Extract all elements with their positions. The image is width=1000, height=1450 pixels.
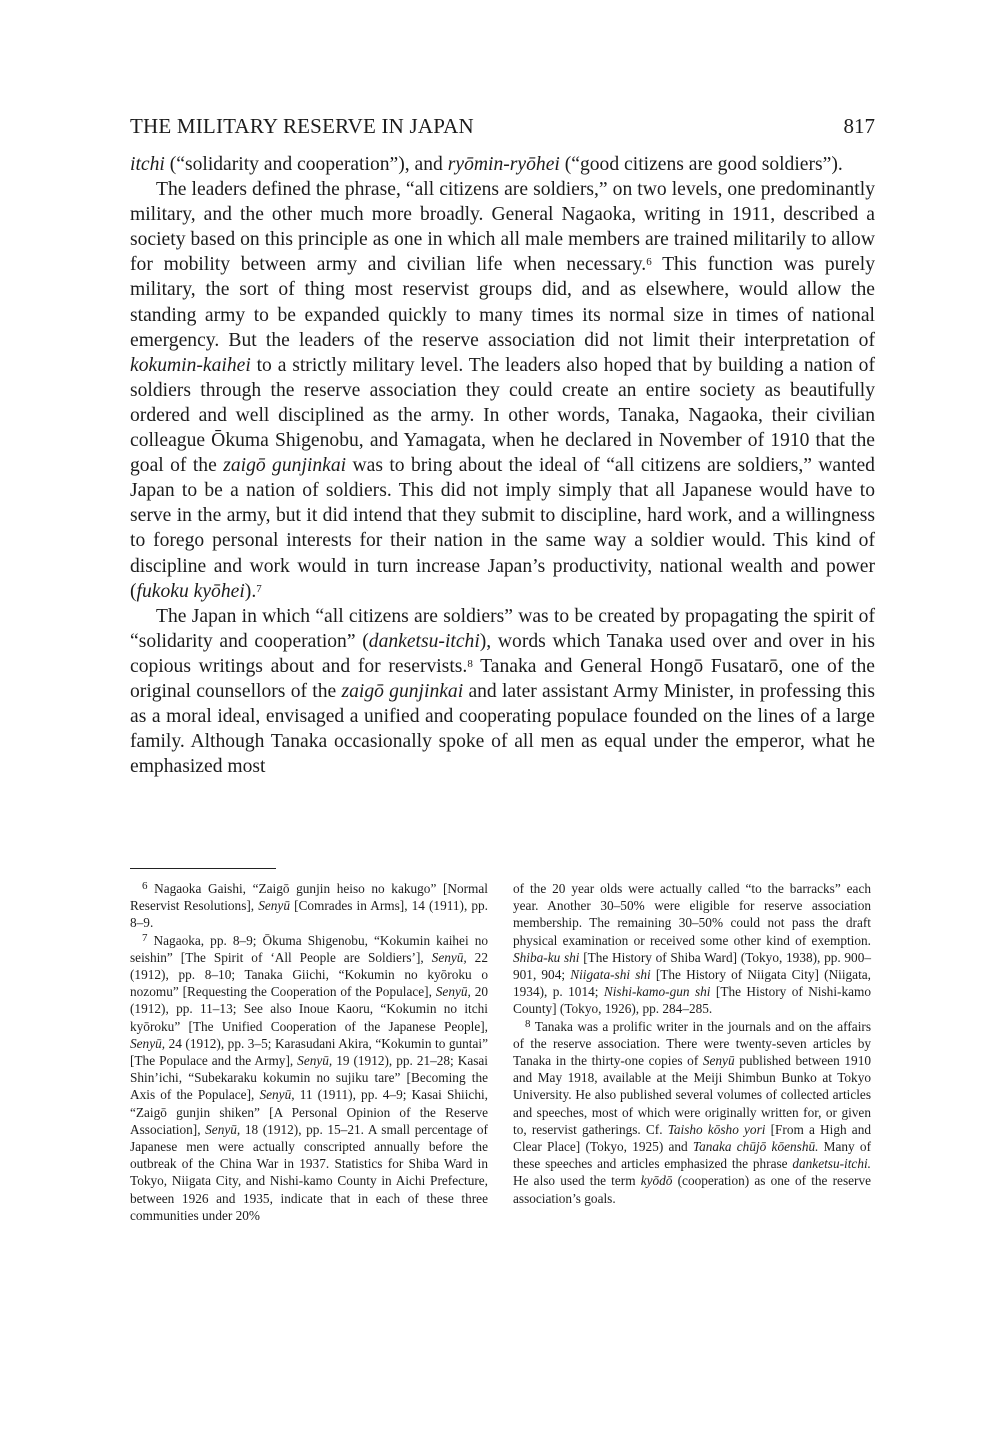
text-run: ). [244, 580, 257, 602]
italic-term: Taisho kōsho yori [667, 1121, 766, 1137]
footnote-marker: 6 [142, 880, 148, 892]
italic-term: Senyū [702, 1053, 735, 1069]
text-run: [From a High and Clear Place] (Tokyo, 1925) and [513, 1121, 872, 1155]
italic-term: kyōdō [640, 1173, 673, 1189]
text-run: ), words which Tanaka used over and over in his copious writings about and for reservists. [130, 630, 875, 677]
italic-term: danketsu-itchi [368, 630, 480, 652]
text-run: 22 (1912), pp. 8–10; Tanaka Giichi, “Kokumin no kyōroku o nozomu” [Requesting the Cooperation of the Populace], [130, 949, 488, 1000]
italic-term: itchi [130, 154, 165, 175]
footnote-marker: 8 [467, 657, 473, 670]
italic-term: fukoku kyōhei [136, 580, 245, 602]
italic-term: Senyū, [259, 1087, 295, 1103]
italic-term: zaigō gunjinkai [341, 680, 464, 702]
italic-term: Senyū, [431, 949, 467, 965]
footnote-7-continued [513, 880, 871, 1018]
italic-term: danketsu-itchi. [792, 1156, 871, 1172]
text-run: published between 1910 and May 1918, available at the Meiji Shimbun Bunko at Tokyo University. He also published several volumes of collected articles and speeches, most of which were originally written for, or given to, reservist gatherings. Cf. [513, 1053, 871, 1137]
page-header [130, 114, 875, 146]
footnote-6 [130, 880, 488, 932]
footnote-separator [130, 868, 276, 869]
footnote-marker: 8 [525, 1017, 531, 1030]
italic-term: Niigata-shi shi [570, 967, 651, 983]
footnotes-left-column [130, 880, 488, 1224]
paragraph-1 [130, 152, 875, 177]
page-number: 817 [843, 114, 875, 138]
text-run: The leaders defined the phrase, “all citizens are soldiers,” on two levels, one predominantly military, and the other much more broadly. General Nagaoka, writing in 1911, described a society based on this principle as one in which all male members are trained militarily to allow for mobility between army and civilian life when necessary. [130, 179, 875, 276]
running-title: THE MILITARY RESERVE IN JAPAN [130, 114, 474, 138]
text-run: (“good citizens are good soldiers”). [559, 154, 843, 175]
main-text [130, 152, 875, 779]
footnote-7 [130, 932, 488, 1224]
text-run: [The History of Nishi-kamo County] (Tokyo, 1926), pp. 284–285. [513, 984, 871, 1017]
text-run: of the 20 year olds were actually called “to the barracks” each year. Another 30–50% were eligible for reserve association membership. The remaining 30–50% could not pass the draft physical examination or received some other kind of exemption. [513, 881, 871, 948]
text-run: Tanaka was a prolific writer in the journals and on the affairs of the reserve association. There were twenty-seven articles by Tanaka in the thirty-one copies of [513, 1018, 871, 1069]
text-run: 19 (1912), pp. 21–28; Kasai Shin’ichi, “Subekaraku kokumin no sujiku tare” [Becoming the Axis of the Populace], [130, 1053, 488, 1103]
italic-term: ryōmin-ryōhei [447, 154, 560, 175]
italic-term: Senyū, [435, 984, 471, 1000]
text-run: [Comrades in Arms], 14 (1911), pp. 8–9. [130, 898, 488, 931]
text-run: 20 (1912), pp. 11–13; See also Inoue Kaoru, “Kokumin no itchi kyōroku” [The Unified Cooperation of the Japanese People], [130, 984, 488, 1034]
italic-term: Nishi-kamo-gun shi [603, 984, 711, 1000]
italic-term: Senyū [258, 898, 290, 914]
text-run: Nagaoka Gaishi, “Zaigō gunjin heiso no kakugo” [Normal Reservist Resolutions], [130, 881, 488, 914]
footnotes-right-column [513, 880, 871, 1207]
text-run: The Japan in which “all citizens are soldiers” was to be created by propagating the spirit of “solidarity and cooperation” ( [130, 605, 875, 652]
text-run: [The History of Shiba Ward] (Tokyo, 1938), pp. 900–901, 904; [513, 949, 871, 983]
text-run: [The History of Niigata City] (Niigata, 1934), p. 1014; [513, 967, 872, 1000]
footnote-marker: 7 [142, 931, 148, 944]
text-run: (cooperation) as one of the reserve association’s goals. [513, 1173, 872, 1206]
text-run: 24 (1912), pp. 3–5; Karasudani Akira, “Kokumin to guntai” [The Populace and the Army], [130, 1035, 488, 1069]
text-run: to a strictly military level. The leaders also hoped that by building a nation of soldiers through the reserve association they could create an entire society as beautifully ordered and well disciplined as the army. In other words, Tanaka, Nagaoka, their civilian colleague Ōkuma Shigenobu, and Yamagata, when he declared in November of 1910 that the goal of the [130, 354, 875, 477]
footnote-8 [513, 1018, 871, 1207]
footnote-marker: 7 [256, 582, 262, 595]
text-run: Nagaoka, pp. 8–9; Ōkuma Shigenobu, “Kokumin kaihei no seishin” [The Spirit of ‘All People are Soldiers’], [130, 932, 488, 965]
italic-term: kokumin-kaihei [130, 354, 251, 376]
italic-term: Tanaka chūjō kōenshū. [692, 1139, 819, 1155]
text-run: This function was purely military, the sort of thing most reservist groups did, and as elsewhere, would allow the standing army to be expanded quickly to many times its normal size in times of national emergency. But the leaders of the reserve association did not limit their interpretation of [130, 254, 875, 351]
text-run: (“solidarity and cooperation”), and [164, 154, 448, 175]
italic-term: Senyū, [205, 1121, 241, 1137]
text-run: Many of these speeches and articles emphasized the phrase [513, 1139, 871, 1172]
text-run: 18 (1912), pp. 15–21. A small percentage of Japanese men were actually conscripted annually before the outbreak of the China War in 1937. Statistics for Shiba Ward in Tokyo, Niigata City, and Nishi-kamo County in Aichi Prefecture, between 1926 and 1935, indicate that in each of these three communities under 20% [130, 1121, 488, 1223]
text-run: Tanaka and General Hongō Fusatarō, one of the original counsellors of the [130, 655, 875, 702]
paragraph-2 [130, 177, 875, 604]
italic-term: Senyū, [130, 1035, 166, 1051]
italic-term: zaigō gunjinkai [223, 455, 347, 477]
italic-term: Senyū, [297, 1053, 333, 1069]
text-run: was to bring about the ideal of “all citizens are soldiers,” wanted Japan to be a nation of soldiers. This did not imply simply that all Japanese would have to serve in the army, but it did intend that they submit to discipline, hard work, and a willingness to forego personal interests for their nation in the same way a soldier would. This kind of discipline and work would in turn increase Japan’s productivity, national wealth and power ( [130, 455, 875, 602]
footnote-marker: 6 [646, 256, 652, 269]
text-run: and later assistant Army Minister, in professing this as a moral ideal, envisaged a unified and cooperating populace founded on the lines of a large family. Although Tanaka occasionally spoke of all men as equal under the emperor, what he emphasized most [130, 680, 876, 778]
text-run: He also used the term [513, 1173, 641, 1189]
paragraph-3 [130, 604, 875, 780]
text-run: 11 (1911), pp. 4–9; Kasai Shiichi, “Zaigō gunjin shiken” [A Personal Opinion of the Reserve Association], [130, 1087, 488, 1137]
italic-term: Shiba-ku shi [513, 949, 580, 965]
